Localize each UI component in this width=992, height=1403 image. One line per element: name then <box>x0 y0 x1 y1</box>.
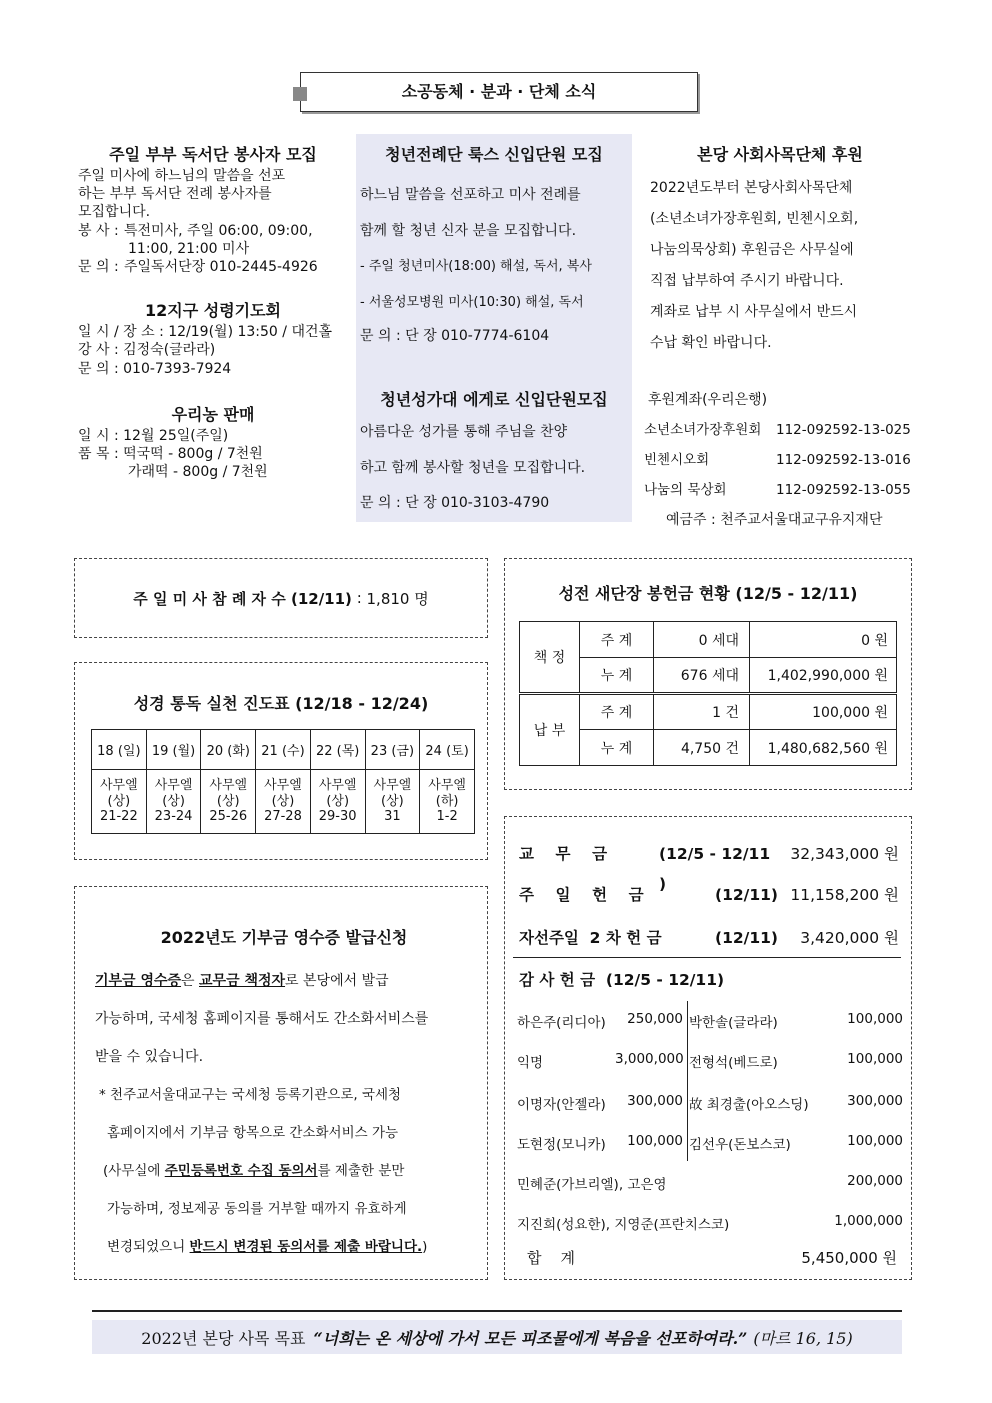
footer-quote: “너희는 온 세상에 가서 모든 피조물에게 복음을 선포하여라.” <box>313 1328 748 1348</box>
offering-label: 교 무 금 <box>519 845 608 863</box>
bible-title: 성경 통독 실천 진도표 (12/18 - 12/24) <box>133 694 429 713</box>
receipt-note-2: 홈페이지에서 기부금 항목으로 간소화서비스 가능 <box>107 1125 399 1141</box>
thanks-title: 감 사 헌 금 (12/5 - 12/11) <box>519 971 725 989</box>
footer-rule <box>92 1310 902 1312</box>
choir-title: 청년성가대 에게로 신입단원모집 <box>380 390 608 409</box>
bible-chapters: 23-24 <box>154 809 193 825</box>
bible-book: 사무엘 <box>318 778 357 794</box>
bible-cell <box>420 770 475 834</box>
prayer-label-1: 일 시 / 장 소 : <box>78 324 164 341</box>
bible-chapters: 1-2 <box>436 809 458 825</box>
thanks-row <box>517 1133 903 1153</box>
receipt-n3-t2: 를 제출한 분만 <box>317 1163 405 1179</box>
offerings-box <box>504 816 912 1280</box>
choir-contact: 문 의 : 단 장 010-3103-4790 <box>360 495 550 511</box>
farm-value-2: 떡국떡 - 800g / 7천원 <box>123 445 263 462</box>
service-value: 특전미사, 주일 06:00, 09:00, <box>124 222 313 239</box>
bible-day: 22 (목) <box>310 730 365 770</box>
receipt-u1: 기부금 영수증 <box>95 973 182 989</box>
receipt-n3-u: 주민등록번호 수집 동의서 <box>164 1163 318 1179</box>
reader-service <box>78 222 348 240</box>
donation-cell: 0 세대 <box>654 622 750 658</box>
support-body-3: 나눔의묵상회) 후원금은 사무실에 <box>650 242 854 258</box>
receipt-u2: 교무금 책정자 <box>199 973 286 989</box>
receipt-n5-t1: 변경되었으니 <box>107 1239 190 1255</box>
bible-part: (하) <box>435 793 459 809</box>
prayer-line-3 <box>78 360 348 378</box>
donation-group: 책 정 <box>520 622 580 694</box>
receipt-n3-t1: (사무실에 <box>103 1163 165 1179</box>
donor-name: 하은주(리디아) <box>517 1015 606 1031</box>
farm-label-1: 일 시 : <box>78 427 119 444</box>
column-right <box>644 142 916 535</box>
account-name: 빈첸시오회 <box>644 452 710 468</box>
bible-cell <box>92 770 147 834</box>
offering-label: 주 일 헌 금 <box>519 886 644 904</box>
account-number: 112-092592-13-016 <box>776 452 911 468</box>
offering-label: 자선주일 2 차 헌 금 <box>519 929 662 947</box>
receipt-box <box>74 886 488 1280</box>
donation-cell: 주 계 <box>580 694 654 730</box>
bible-book: 사무엘 <box>209 778 248 794</box>
donor-amount: 100,000 <box>847 1011 903 1027</box>
total-row <box>527 1247 897 1268</box>
offering-row <box>519 880 899 910</box>
service-label: 봉 사 : <box>78 222 119 239</box>
donor-amount: 100,000 <box>847 1051 903 1067</box>
offering-value: 3,420,000 원 <box>800 929 899 947</box>
farm-line-2 <box>78 445 348 463</box>
donor-name: 익명 <box>517 1055 544 1071</box>
support-body-1: 2022년도부터 본당사회사목단체 <box>650 180 853 196</box>
receipt-note-5 <box>95 1228 473 1266</box>
prayer-line-1 <box>78 323 348 341</box>
offering-row <box>519 923 899 953</box>
contact-label: 문 의 : <box>78 258 119 275</box>
bible-book: 사무엘 <box>264 778 302 794</box>
bible-cell <box>365 770 420 834</box>
receipt-note-1: * 천주교서울대교구는 국세청 등록기관으로, 국세청 <box>99 1087 402 1103</box>
donor-amount: 100,000 <box>847 1133 903 1149</box>
offering-period: (12/5 - 12/11 ) <box>659 845 771 893</box>
reader-body-2: 하는 부부 독서단 전례 봉사자를 <box>78 186 272 203</box>
receipt-n5-u: 반드시 변경된 동의서를 제출 바랍니다. <box>189 1239 423 1255</box>
attendance-label: 주 일 미 사 참 례 자 수 (12/11) <box>133 589 352 608</box>
lux-body-4: - 서울성모병원 미사(10:30) 해설, 독서 <box>360 295 584 310</box>
support-body-5: 계좌로 납부 시 사무실에서 반드시 <box>650 304 858 320</box>
bible-part: (상) <box>162 793 185 809</box>
receipt-para-2: 가능하며, 국세청 홈페이지를 통해서도 간소화서비스를 <box>95 1011 429 1027</box>
account-name: 소년소녀가장후원회 <box>644 422 762 438</box>
offering-value: 11,158,200 원 <box>790 886 899 904</box>
bible-cell <box>146 770 201 834</box>
prayer-value-3: 010-7393-7924 <box>123 360 232 377</box>
receipt-title: 2022년도 기부금 영수증 발급신청 <box>160 928 408 947</box>
donor-name: 도현정(모니카) <box>517 1137 606 1153</box>
bible-chapters: 31 <box>384 809 401 825</box>
receipt-para-1 <box>95 962 473 1000</box>
reader-body-3: 모집합니다. <box>78 204 151 221</box>
donation-cell: 1,402,990,000 원 <box>750 658 897 694</box>
support-body-4: 직접 납부하여 주시기 바랍니다. <box>650 273 844 289</box>
reader-title: 주일 부부 독서단 봉사자 모집 <box>109 145 317 164</box>
footer-ref: (마르 16, 15) <box>753 1328 853 1348</box>
bible-day: 19 (월) <box>146 730 201 770</box>
attendance-box <box>74 558 488 638</box>
contact-value: 주일독서단장 010-2445-4926 <box>124 258 318 275</box>
thanks-row <box>517 1051 903 1071</box>
column-left <box>78 142 348 481</box>
attendance-sep: : <box>351 589 367 607</box>
offering-value: 32,343,000 원 <box>790 845 899 863</box>
donation-table <box>519 621 897 766</box>
prayer-label-3: 문 의 : <box>78 360 119 377</box>
reader-body-1: 주일 미사에 하느님의 말씀을 선포 <box>78 168 286 184</box>
donor-name: 이명자(안젤라) <box>517 1097 606 1113</box>
donation-title: 성전 새단장 봉헌금 현황 (12/5 - 12/11) <box>558 584 858 603</box>
support-title: 본당 사회사목단체 후원 <box>697 145 863 164</box>
bible-part: (상) <box>271 793 295 809</box>
footer-prefix: 2022년 본당 사목 목표 <box>141 1328 306 1348</box>
donation-cell: 676 세대 <box>654 658 750 694</box>
donation-cell: 누 계 <box>580 658 654 694</box>
bible-day: 23 (금) <box>365 730 420 770</box>
lux-contact: 문 의 : 단 장 010-7774-6104 <box>360 328 550 344</box>
donation-box <box>504 558 912 790</box>
donor-amount: 3,000,000 <box>615 1051 684 1067</box>
account-title: 후원계좌(우리은행) <box>648 392 768 408</box>
bible-part: (상) <box>107 793 131 809</box>
lux-body-2: 함께 할 청년 신자 분을 모집합니다. <box>360 223 577 239</box>
bible-cell <box>310 770 365 834</box>
farm-line-1 <box>78 427 348 445</box>
total-label: 합 계 <box>527 1249 576 1267</box>
lux-title: 청년전례단 룩스 신입단원 모집 <box>385 145 603 164</box>
bible-book: 사무엘 <box>100 778 138 794</box>
header-square-icon <box>293 87 307 101</box>
bible-part: (상) <box>326 793 350 809</box>
donation-cell: 1,480,682,560 원 <box>750 730 897 766</box>
donation-cell: 4,750 건 <box>654 730 750 766</box>
thanks-row-single <box>517 1173 903 1193</box>
prayer-title: 12지구 성령기도회 <box>144 301 282 321</box>
bible-day: 24 (토) <box>420 730 475 770</box>
farm-title: 우리농 판매 <box>171 404 255 424</box>
donation-cell: 주 계 <box>580 622 654 658</box>
bible-book: 사무엘 <box>373 778 412 794</box>
prayer-value-2: 김정숙(글라라) <box>123 342 216 359</box>
choir-body-1: 아름다운 성가를 통해 주님을 찬양 <box>360 424 568 440</box>
account-row <box>644 415 916 445</box>
receipt-n5-t2: ) <box>422 1239 428 1255</box>
thanks-row <box>517 1011 903 1031</box>
support-body-2: (소년소녀가장후원회, 빈첸시오회, <box>650 211 859 227</box>
receipt-t2: 로 본당에서 발급 <box>285 973 389 989</box>
donor-name: 민혜준(가브리엘), 고은영 <box>517 1177 667 1193</box>
account-number: 112-092592-13-025 <box>776 422 911 438</box>
offering-period: (12/11) <box>715 886 778 904</box>
donor-amount: 250,000 <box>627 1011 683 1027</box>
prayer-line-2 <box>78 341 348 359</box>
donation-group: 납 부 <box>520 694 580 766</box>
donation-cell: 100,000 원 <box>750 694 897 730</box>
support-body-6: 수납 확인 바랍니다. <box>650 335 772 351</box>
bible-part: (상) <box>381 793 404 809</box>
donor-amount: 100,000 <box>627 1133 683 1149</box>
column-middle <box>356 134 632 522</box>
bible-chapters: 21-22 <box>99 809 138 825</box>
donor-amount: 1,000,000 <box>834 1213 903 1229</box>
offerings-divider <box>513 957 901 958</box>
offering-period: (12/11) <box>715 929 778 947</box>
bible-book: 사무엘 <box>154 778 193 794</box>
account-name: 나눔의 묵상회 <box>644 482 727 498</box>
receipt-note-3 <box>95 1152 473 1190</box>
donation-cell: 1 건 <box>654 694 750 730</box>
farm-line-3: 가래떡 - 800g / 7천원 <box>128 464 268 481</box>
donor-amount: 200,000 <box>847 1173 903 1189</box>
service-value-2: 11:00, 21:00 미사 <box>128 240 250 257</box>
bible-book: 사무엘 <box>428 778 466 794</box>
farm-label-2: 품 목 : <box>78 445 119 462</box>
receipt-para-3: 받을 수 있습니다. <box>95 1049 204 1065</box>
lux-body-1: 하느님 말씀을 선포하고 미사 전례를 <box>360 187 581 203</box>
donation-cell: 0 원 <box>750 622 897 658</box>
attendance-value: 1,810 명 <box>366 589 429 608</box>
donor-amount: 300,000 <box>627 1093 683 1109</box>
bible-chapters: 27-28 <box>264 809 302 825</box>
bible-day: 20 (화) <box>201 730 256 770</box>
receipt-note-4: 가능하며, 정보제공 동의를 거부할 때까지 유효하게 <box>107 1201 407 1217</box>
reader-contact <box>78 258 348 276</box>
bible-part: (상) <box>216 793 240 809</box>
bible-cell <box>256 770 311 834</box>
donor-name: 故 최경출(아오스딩) <box>689 1097 809 1113</box>
thanks-row <box>517 1093 903 1113</box>
bible-cell <box>201 770 256 834</box>
lux-body-3: - 주일 청년미사(18:00) 해설, 독서, 복사 <box>360 259 592 274</box>
farm-value-1: 12월 25일(주일) <box>123 427 229 444</box>
section-header <box>300 72 698 112</box>
bible-box <box>74 662 488 860</box>
donor-name: 박한솔(글라라) <box>689 1015 778 1031</box>
page-title: 소공동체 · 분과 · 단체 소식 <box>401 82 597 101</box>
donation-cell: 누 계 <box>580 730 654 766</box>
account-row <box>644 445 916 475</box>
receipt-t1: 은 <box>181 973 200 989</box>
donor-name: 전형석(베드로) <box>689 1055 778 1071</box>
bible-table <box>91 729 475 834</box>
bible-day: 21 (수) <box>256 730 311 770</box>
donor-name: 지진희(성요한), 지영준(프란치스코) <box>517 1217 730 1233</box>
account-holder: 예금주 : 천주교서울대교구유지재단 <box>666 512 883 528</box>
bible-day: 18 (일) <box>92 730 147 770</box>
prayer-value-1: 12/19(월) 13:50 / 대건홀 <box>168 324 333 341</box>
prayer-label-2: 강 사 : <box>78 342 119 359</box>
donor-amount: 300,000 <box>847 1093 903 1109</box>
account-row <box>644 475 916 505</box>
choir-body-2: 하고 함께 봉사할 청년을 모집합니다. <box>360 460 586 476</box>
footer-banner <box>92 1320 902 1354</box>
bible-chapters: 29-30 <box>318 809 357 825</box>
account-number: 112-092592-13-055 <box>776 482 911 498</box>
total-value: 5,450,000 원 <box>801 1249 897 1267</box>
bible-chapters: 25-26 <box>209 809 248 825</box>
thanks-row-single <box>517 1213 903 1233</box>
donor-name: 김선우(돈보스코) <box>689 1137 791 1153</box>
